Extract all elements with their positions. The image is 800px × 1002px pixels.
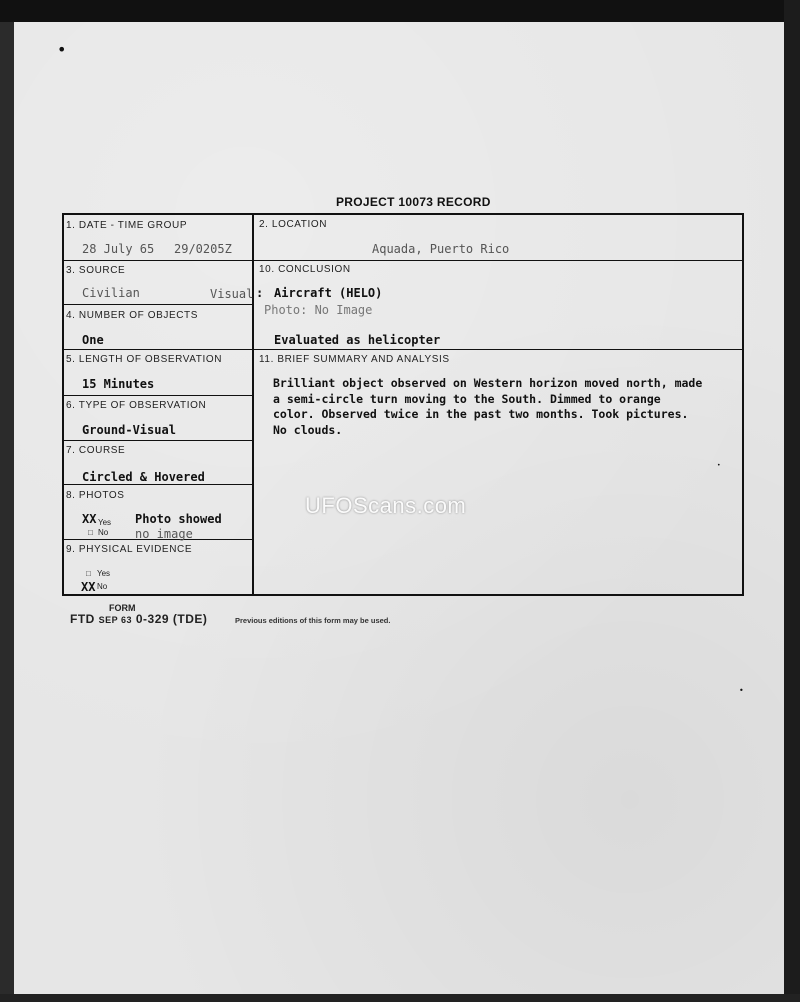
type-of-observation-value: Ground-Visual — [82, 423, 176, 437]
footer-form-date: SEP 63 — [98, 615, 133, 625]
summary-line: Brilliant object observed on Western horizon moved north, made — [273, 376, 703, 390]
scan-top-edge — [0, 0, 800, 22]
location-value: Aquada, Puerto Rico — [372, 242, 510, 256]
form-row-divider — [62, 484, 253, 485]
length-of-observation-label: 5. LENGTH OF OBSERVATION — [66, 354, 223, 365]
evidence-yes-box: □ — [86, 569, 91, 578]
footer-form-code: FTD — [70, 612, 95, 626]
photos-no-box: □ — [88, 528, 93, 537]
form-row-divider — [62, 260, 744, 261]
ink-mark: • — [57, 40, 67, 59]
photos-no-label: No — [98, 528, 109, 537]
type-of-observation-label: 6. TYPE OF OBSERVATION — [66, 400, 207, 411]
number-of-objects-label: 4. NUMBER OF OBJECTS — [66, 310, 199, 321]
form-row-divider — [62, 304, 253, 305]
time-value: 29/0205Z — [174, 242, 232, 256]
source-value: Civilian — [82, 286, 140, 300]
summary-line: a semi-circle turn moving to the South. Dimmed to orange — [273, 391, 661, 406]
photos-note-line2: no image — [135, 527, 193, 541]
evidence-yes-label: Yes — [97, 569, 111, 578]
course-value: Circled & Hovered — [82, 470, 205, 484]
evidence-no-mark: XX — [81, 580, 96, 594]
evidence-no-label: No — [97, 582, 108, 591]
scan-right-edge — [784, 0, 800, 1002]
source-extra: Visual — [210, 287, 254, 301]
form-row-divider — [62, 440, 253, 441]
form-row-divider — [62, 349, 744, 350]
form-row-divider — [62, 395, 253, 396]
photos-yes-label: Yes — [98, 518, 112, 527]
ink-dot: • — [739, 686, 744, 695]
course-label: 7. COURSE — [66, 445, 126, 456]
photos-note-line1: Photo showed — [135, 512, 222, 526]
watermark-text: UFOScans.com — [305, 493, 467, 518]
summary-text — [273, 376, 748, 438]
scan-bottom-edge — [0, 994, 800, 1002]
conclusion-line2: Photo: No Image — [264, 303, 373, 317]
footer-note: Previous editions of this form may be used. — [235, 616, 391, 625]
footer-form-number: 0-329 (TDE) — [135, 612, 208, 626]
location-label: 2. LOCATION — [259, 219, 328, 230]
form-title: PROJECT 10073 RECORD — [336, 195, 491, 209]
length-of-observation-value: 15 Minutes — [82, 377, 155, 391]
summary-label: 11. BRIEF SUMMARY AND ANALYSIS — [259, 354, 450, 365]
footer-form-word: FORM — [109, 603, 136, 613]
conclusion-line1: Aircraft (HELO) — [274, 286, 383, 300]
photos-yes-mark: XX — [82, 512, 97, 526]
number-of-objects-value: One — [82, 333, 104, 347]
source-label: 3. SOURCE — [66, 265, 126, 276]
footer-form-id — [70, 612, 207, 626]
conclusion-colon: : — [256, 286, 264, 300]
conclusion-label: 10. CONCLUSION — [259, 264, 351, 275]
ink-dot: • — [717, 462, 721, 469]
summary-line: color. Observed twice in the past two months. Took pictures. — [273, 407, 689, 421]
date-value: 28 July 65 — [82, 242, 155, 256]
conclusion-line3: Evaluated as helicopter — [274, 333, 441, 347]
date-time-group-label: 1. DATE - TIME GROUP — [66, 220, 188, 231]
photos-label: 8. PHOTOS — [66, 490, 125, 501]
physical-evidence-label: 9. PHYSICAL EVIDENCE — [66, 544, 193, 555]
summary-line: No clouds. — [273, 422, 343, 437]
